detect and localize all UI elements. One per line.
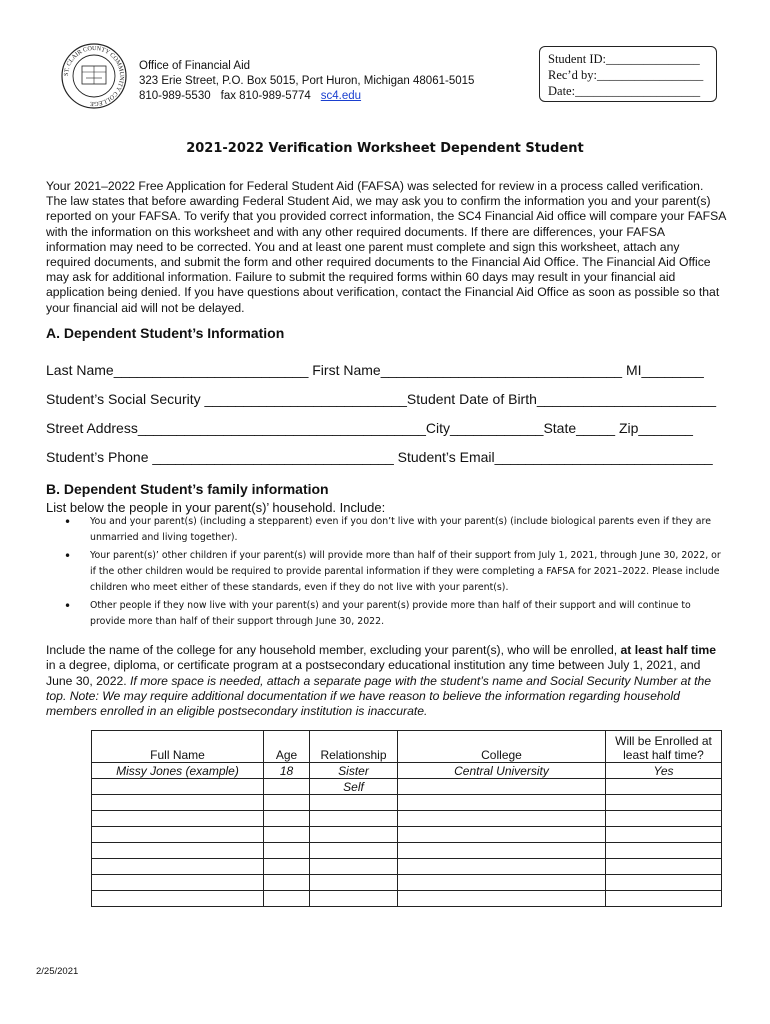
table-row [92,811,722,827]
office-phone: 810-989-5530 [139,90,211,102]
office-fax: fax 810-989-5774 [220,90,311,102]
table-cell[interactable] [92,827,264,843]
table-cell[interactable] [264,843,310,859]
section-b-heading: B. Dependent Student’s family information [46,481,329,497]
table-cell[interactable] [310,811,398,827]
column-header-enrolled: Will be Enrolled at least half time? [606,731,722,763]
table-cell[interactable] [606,891,722,907]
table-cell[interactable] [606,779,722,795]
table-cell[interactable] [398,779,606,795]
table-cell[interactable]: Central University [398,763,606,779]
table-cell[interactable] [264,795,310,811]
table-cell[interactable] [606,843,722,859]
column-header-full-name: Full Name [92,731,264,763]
table-cell[interactable] [264,891,310,907]
list-item: • Your parent(s)’ other children if your parent(s) will provide more than half of their support from July 1, 2021, through June 30, 2022, or if the other children would be required to provide parental information if they were completing a FAFSA for 2021–2022. Please include children who meet either of these standards, even if they do not live with your parent(s). [46,548,726,596]
office-info [139,59,474,104]
table-cell[interactable] [606,811,722,827]
column-header-relationship: Relationship [310,731,398,763]
table-cell[interactable] [606,795,722,811]
student-id-field[interactable]: Student ID:_______________ [548,52,700,66]
table-cell[interactable] [310,827,398,843]
table-cell[interactable] [606,827,722,843]
date-field[interactable]: Date:____________________ [548,84,701,98]
table-cell[interactable] [92,891,264,907]
website-link[interactable]: sc4.edu [320,90,362,102]
table-cell[interactable] [92,795,264,811]
table-cell[interactable]: Yes [606,763,722,779]
table-cell[interactable] [310,891,398,907]
table-cell[interactable] [92,779,264,795]
table-row [92,843,722,859]
table-cell[interactable] [264,827,310,843]
table-cell[interactable] [264,779,310,795]
table-cell[interactable] [310,843,398,859]
table-cell[interactable] [398,811,606,827]
table-cell[interactable] [606,859,722,875]
table-row [92,763,722,779]
table-cell[interactable] [398,859,606,875]
table-cell[interactable]: Missy Jones (example) [92,763,264,779]
table-cell[interactable] [606,875,722,891]
table-cell[interactable] [398,795,606,811]
table-cell[interactable] [310,859,398,875]
office-contact [139,89,474,104]
phone-email-fields-line[interactable]: Student’s Phone _______________________________ Student’s Email____________________________ [46,449,713,465]
name-fields-line[interactable]: Last Name_________________________ First Name_______________________________ MI________ [46,362,704,378]
office-use-box [539,46,717,102]
table-cell[interactable] [310,875,398,891]
table-cell[interactable] [264,859,310,875]
table-cell[interactable] [92,811,264,827]
table-cell[interactable] [310,795,398,811]
table-cell[interactable] [264,875,310,891]
table-row [92,827,722,843]
address-fields-line[interactable]: Street Address_____________________________________City____________State_____ Zip_______ [46,420,693,436]
table-row [92,795,722,811]
revision-date: 2/25/2021 [36,966,79,977]
table-cell[interactable] [92,843,264,859]
office-address: 323 Erie Street, P.O. Box 5015, Port Huron, Michigan 48061-5015 [139,75,475,87]
table-cell[interactable] [398,843,606,859]
table-row [92,859,722,875]
household-list-intro: List below the people in your parent(s)’ household. Include: [46,500,386,515]
column-header-college: College [398,731,606,763]
ssn-dob-fields-line[interactable]: Student’s Social Security __________________________Student Date of Birth_______________________ [46,391,716,407]
table-cell[interactable]: Sister [310,763,398,779]
svg-text:ST. CLAIR COUNTY COMMUNITY COL: ST. CLAIR COUNTY COMMUNITY COLLEGE [62,44,126,108]
intro-paragraph: Your 2021–2022 Free Application for Federal Student Aid (FAFSA) was selected for review in a process called verification. The law states that before awarding Federal Student Aid, we may ask you to confirm the information you and your parent(s) reported on your FAFSA. To verify that you provided correct information, the SC4 Financial Aid office will compare your FAFSA with the information on this worksheet and with any other required documents. If there are differences, your FAFSA information may need to be corrected. You and at least one parent must complete and sign this worksheet, attach any required documents, and submit the form and other required documents to the Financial Aid Office. The Financial Aid Office may ask for additional information. Failure to submit the required forms within 60 days may result in your financial aid application being denied. If you have questions about verification, contact the Financial Aid Office as soon as possible so that your financial aid will not be delayed. [46,179,726,315]
table-cell[interactable] [264,811,310,827]
table-cell[interactable] [92,859,264,875]
half-time-emphasis: at least half time [620,643,717,657]
table-cell[interactable]: Self [310,779,398,795]
table-row [92,875,722,891]
list-item: • Other people if they now live with your parent(s) and your parent(s) provide more than half of their support and will continue to provide more than half of their support through June 30, 2022. [46,598,726,630]
office-name: Office of Financial Aid [139,60,251,72]
college-instructions-paragraph: Include the name of the college for any household member, excluding your parent(s), who will be enrolled, at least half time in a degree, diploma, or certificate program at a postsecondary educational institution any time between July 1, 2021, and June 30, 2022. If more space is needed, attach a separate page with the student’s name and Social Security Number at the top. Note: We may require additional documentation if we have reason to believe the information regarding household members enrolled in an eligible postsecondary institution is inaccurate. [46,643,717,719]
table-cell[interactable] [398,891,606,907]
table-cell[interactable]: 18 [264,763,310,779]
table-cell[interactable] [398,875,606,891]
household-criteria-list [46,514,726,632]
table-row [92,779,722,795]
list-item: • You and your parent(s) (including a stepparent) even if you don’t live with your parent(s) (include biological parents even if they are unmarried and living together). [46,514,726,546]
table-row [92,891,722,907]
table-header-row [92,731,722,763]
additional-space-note: If more space is needed, attach a separate page with the student’s name and Social Security Number at the top. Note: We may require additional documentation if we have reason to believe the information regarding household members enrolled in an eligible postsecondary institution is inaccurate. [46,673,712,719]
college-seal-logo [60,42,128,110]
section-a-heading: A. Dependent Student’s Information [46,325,285,341]
household-table [91,730,722,907]
page-title: 2021-2022 Verification Worksheet Dependent Student [186,141,584,156]
column-header-age: Age [264,731,310,763]
recd-by-field[interactable]: Rec’d by:_________________ [548,68,704,82]
table-cell[interactable] [92,875,264,891]
table-cell[interactable] [398,827,606,843]
